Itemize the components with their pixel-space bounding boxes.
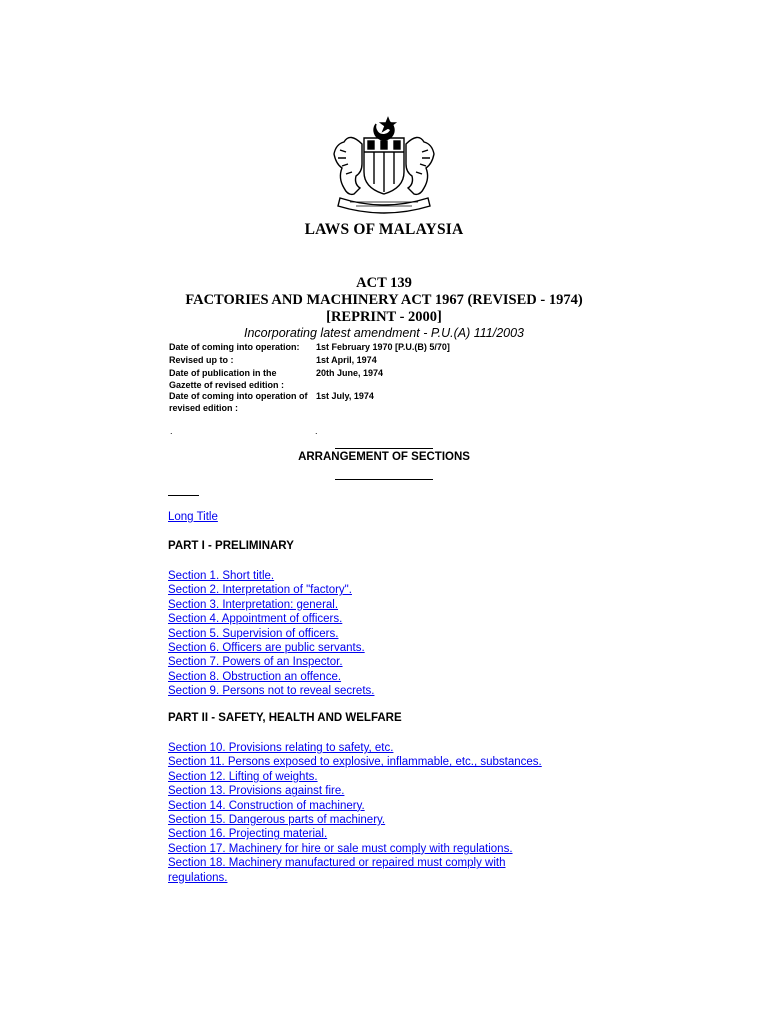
section-link[interactable]: Section 6. Officers are public servants. [168,642,365,654]
detail-value: 1st July, 1974 [316,391,374,401]
detail-value: 1st February 1970 [P.U.(B) 5/70] [316,342,450,352]
short-divider [168,495,199,496]
act-name: FACTORIES AND MACHINERY ACT 1967 (REVISED - 1974) [185,292,583,308]
section-link[interactable]: regulations. [168,871,228,884]
section-link[interactable]: Section 13. Provisions against fire. [168,785,345,798]
detail-value: 1st April, 1974 [316,355,377,365]
long-title-link[interactable]: Long Title [168,511,218,523]
section-link[interactable]: Section 10. Provisions relating to safety, etc. [168,742,394,754]
section-link[interactable]: Section 16. Projecting material. [168,828,328,841]
arrangement-heading: ARRANGEMENT OF SECTIONS [298,451,470,463]
dot-mark: . [315,426,318,436]
amendment-note: Incorporating latest amendment - P.U.(A) 111/2003 [243,326,525,340]
section-link[interactable]: Section 4. Appointment of officers. [168,613,343,626]
act-number: ACT 139 [356,275,412,291]
section-link[interactable]: Section 17. Machinery for hire or sale must comply with regulations. [168,842,513,855]
part-heading: PART I - PRELIMINARY [168,540,294,552]
section-link[interactable]: Section 14. Construction of machinery. [168,799,365,812]
section-link[interactable]: Section 9. Persons not to reveal secrets. [168,685,375,698]
section-link[interactable]: Section 7. Powers of an Inspector. [168,656,343,669]
part-heading: PART II - SAFETY, HEALTH AND WELFARE [168,712,402,724]
document-title: LAWS OF MALAYSIA [304,221,464,238]
dot-mark: . [170,426,173,436]
detail-label: Revised up to : [169,355,234,365]
section-link[interactable]: Section 11. Persons exposed to explosive, inflammable, etc., substances. [168,756,542,769]
section-link[interactable]: Section 5. Supervision of officers. [168,627,339,640]
section-link[interactable]: Section 8. Obstruction an offence. [168,670,342,683]
section-link[interactable]: Section 18. Machinery manufactured or repaired must comply with [168,857,506,870]
detail-value: 20th June, 1974 [316,368,384,378]
coat-of-arms-emblem [326,114,442,216]
reprint-note: [REPRINT - 2000] [326,309,442,325]
divider-bottom [335,479,433,480]
divider-top [335,448,433,449]
detail-label: Date of coming into operation: [169,342,300,352]
section-link[interactable]: Section 15. Dangerous parts of machinery. [168,814,386,826]
detail-label: Date of coming into operation of revised edition : [169,391,308,413]
section-link[interactable]: Section 12. Lifting of weights. [168,770,318,783]
section-link[interactable]: Section 2. Interpretation of "factory". [168,584,352,597]
detail-label: Date of publication in the Gazette of revised edition : [169,368,285,390]
section-link[interactable]: Section 3. Interpretation: general. [168,598,339,611]
section-link[interactable]: Section 1. Short title. [168,570,275,582]
